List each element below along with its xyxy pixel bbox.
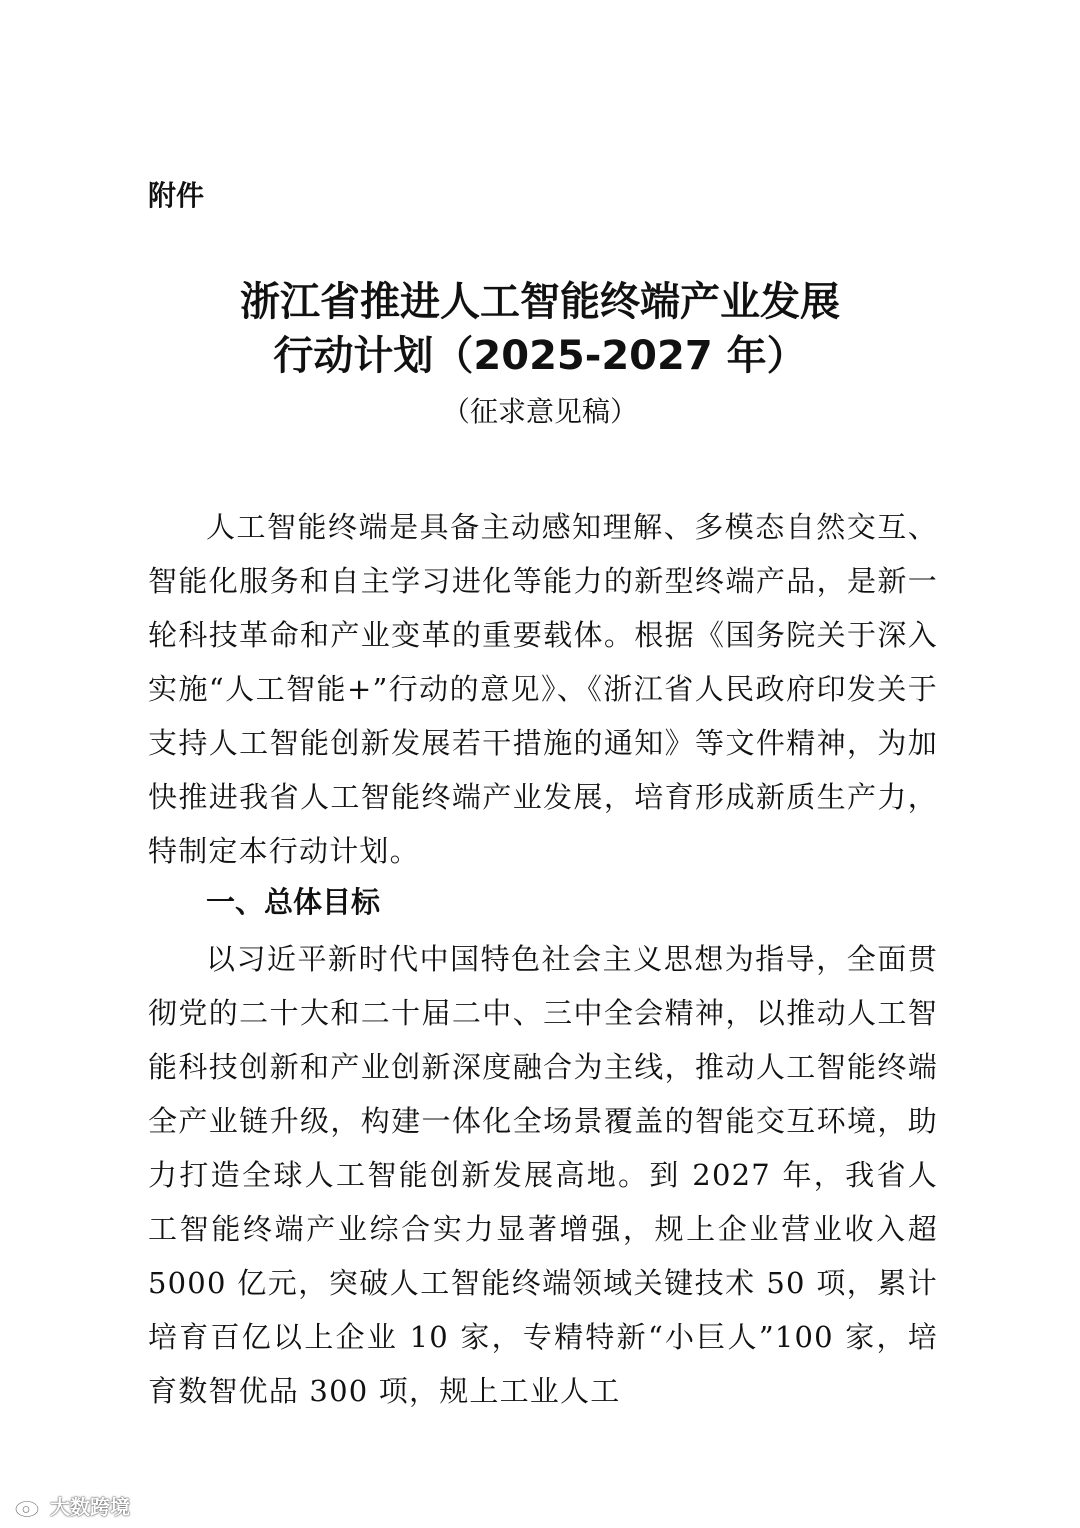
document-subtitle: （征求意见稿） — [441, 395, 638, 428]
watermark-text: 大数跨境 — [50, 1495, 130, 1519]
section-heading-overall-goals: 一、总体目标 — [206, 885, 381, 919]
watermark — [14, 1491, 130, 1520]
document-title-line-2: 行动计划（2025-2027 年） — [273, 333, 807, 379]
weibo-icon — [14, 1494, 44, 1518]
document-title-line-1: 浙江省推进人工智能终端产业发展 — [240, 279, 840, 325]
intro-paragraph: 人工智能终端是具备主动感知理解、多模态自然交互、智能化服务和自主学习进化等能力的新型终端产品，是新一轮科技革命和产业变革的重要载体。根据《国务院关于深入实施“人工智能+”行动的意见》、《浙江省人民政府印发关于支持人工智能创新发展若干措施的通知》等文件精神，为加快推进我省人工智能终端产业发展，培育形成新质生产力，特制定本行动计划。 — [148, 510, 938, 868]
attachment-label: 附件 — [148, 179, 205, 212]
section-paragraph-overall-goals: 以习近平新时代中国特色社会主义思想为指导，全面贯彻党的二十大和二十届二中、三中全会精神，以推动人工智能科技创新和产业创新深度融合为主线，推动人工智能终端全产业链升级，构建一体化全场景覆盖的智能交互环境，助力打造全球人工智能创新发展高地。到 2027 年，我省人工智能终端产业综合实力显著增强，规上企业营业收入超 5000 亿元，突破人工智能终端领域关键技术 50 项，累计培育百亿以上企业 10 家，专精特新“小巨人”100 家，培育数智优品 300 项，规上工业人工 — [148, 942, 938, 1408]
